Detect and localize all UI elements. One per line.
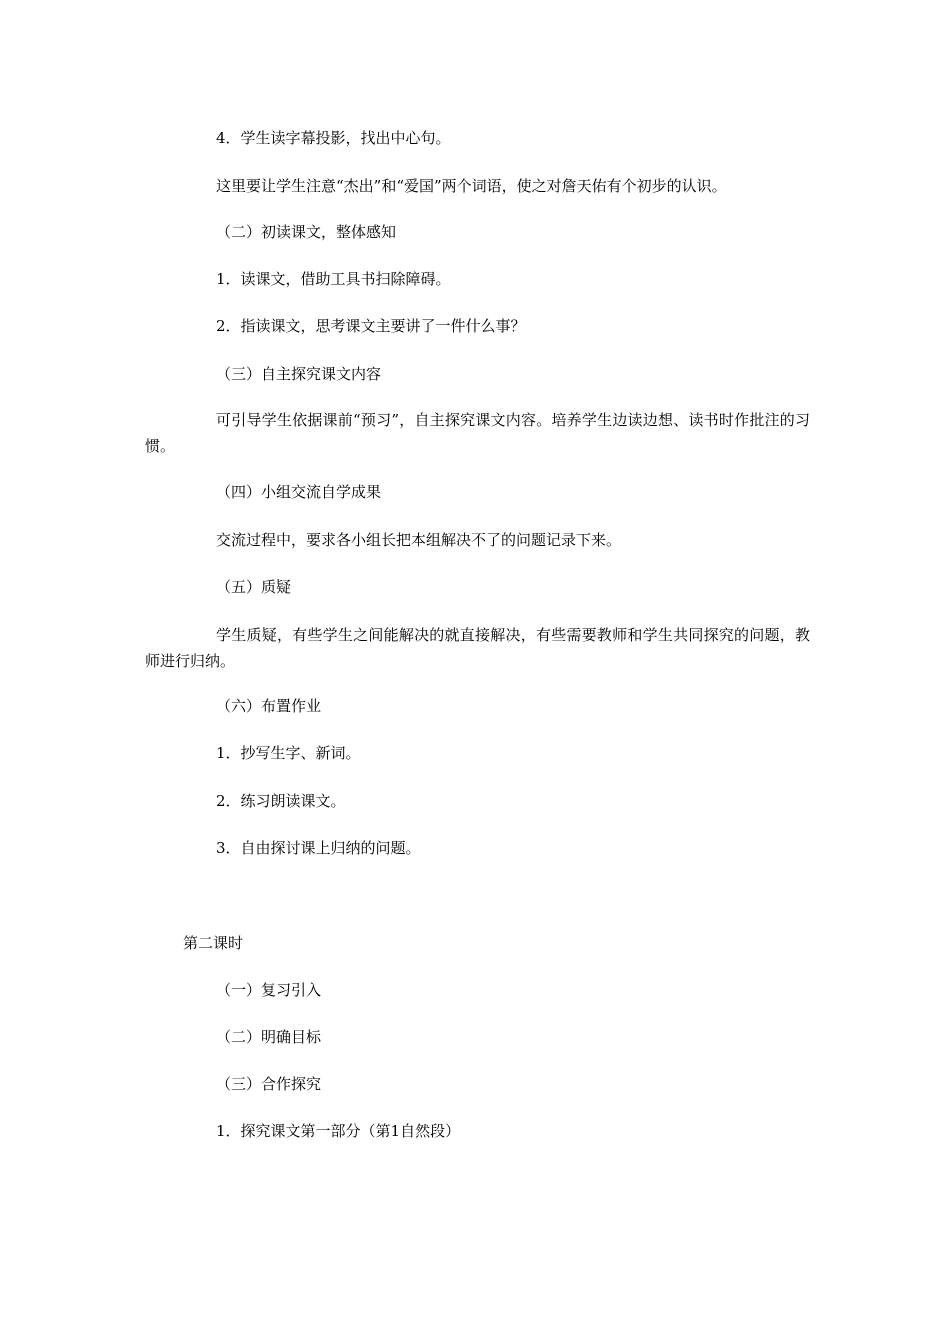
section-heading: （二）明确目标 (216, 1028, 322, 1046)
list-item: 1．读课文，借助工具书扫除障碍。 (216, 270, 451, 288)
section-heading: （二）初读课文，整体感知 (216, 223, 397, 241)
paragraph-text: 交流过程中，要求各小组长把本组解决不了的问题记录下来。 (216, 531, 622, 549)
section-heading: （三）自主探究课文内容 (216, 365, 382, 383)
list-item: 3．自由探讨课上归纳的问题。 (216, 839, 421, 857)
list-item: 2．指读课文，思考课文主要讲了一件什么事？ (216, 317, 526, 335)
section-heading: （三）合作探究 (216, 1075, 322, 1093)
section-heading: （五）质疑 (216, 578, 292, 596)
step-4-text: 4．学生读字幕投影，找出中心句。 (216, 129, 451, 147)
paragraph-text: 学生质疑，有些学生之间能解决的就直接解决，有些需要教师和学生共同探究的问题，教师进行归纳。 (145, 626, 810, 670)
section-heading: （一）复习引入 (216, 981, 322, 999)
list-item: 1．探究课文第一部分（第1自然段） (216, 1122, 461, 1140)
list-item: 1．抄写生字、新词。 (216, 744, 361, 762)
paragraph-text: 这里要让学生注意“杰出”和“爱国”两个词语，使之对詹天佑有个初步的认识。 (216, 177, 727, 195)
lesson-title: 第二课时 (183, 934, 244, 952)
paragraph-text: 可引导学生依据课前“预习”，自主探究课文内容。培养学生边读边想、读书时作批注的习惯。 (145, 411, 810, 455)
section-heading: （四）小组交流自学成果 (216, 483, 382, 501)
section-heading: （六）布置作业 (216, 697, 322, 715)
list-item: 2．练习朗读课文。 (216, 792, 346, 810)
